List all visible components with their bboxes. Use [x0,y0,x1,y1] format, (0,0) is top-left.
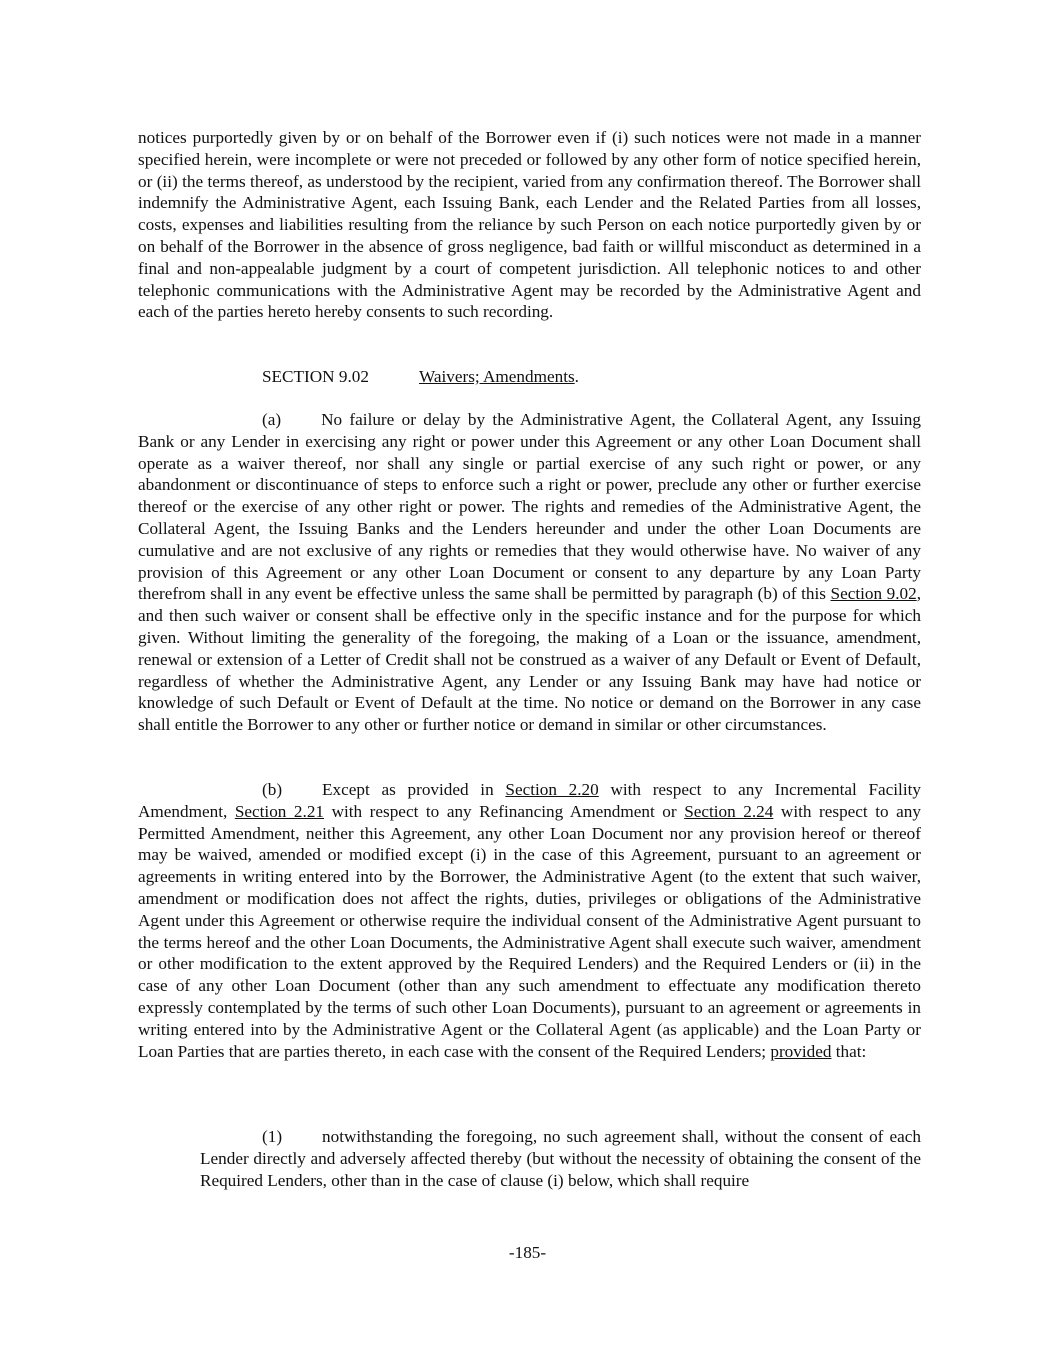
section-reference-2-24: Section 2.24 [684,801,774,821]
paragraph-1 [200,1126,921,1191]
section-title-suffix: . [574,367,579,386]
page-number: -185- [508,1243,547,1262]
section-number: SECTION 9.02 [262,367,369,386]
paragraph-a [138,409,921,736]
continuation-paragraph [138,127,921,323]
section-reference-2-21: Section 2.21 [234,801,325,821]
paragraph-b-text-1: Except as provided in [322,780,506,799]
paragraph-a-marker: (a) [262,410,282,429]
paragraph-a-text-2: , and then such waiver or consent shall be effective only in the specific instance and for the purpose for which given. Without limiting the generality of the foregoing, the making of a Loan or the issuance, amendment, renewal or extension of a Letter of Credit shall not be construed as a waiver of any Default or Event of Default, regardless of whether the Administrative Agent, any Lender or any Issuing Bank may have had notice or knowledge of such Default or Event of Default at the time. No notice or demand on the Borrower in any case shall entitle the Borrower to any other or further notice or demand in similar or other circumstances. [138,584,921,735]
section-reference-9-02: Section 9.02 [830,584,917,604]
paragraph-b-marker: (b) [262,780,283,799]
section-title: Waivers; Amendments [419,367,575,386]
paragraph-a-text-1: No failure or delay by the Administrative Agent, the Collateral Agent, any Issuing Bank or any Lender in exercising any right or power under this Agreement or any other Loan Document shall operate as a waiver thereof, nor shall any single or partial exercise of any such right or power, or any abandonment or discontinuance of steps to enforce such a right or power, preclude any other or further exercise thereof or the exercise of any other right or power. The rights and remedies of the Administrative Agent, the Collateral Agent, the Issuing Banks and the Lenders hereunder and under the other Loan Documents are cumulative and are not exclusive of any rights or remedies that they would otherwise have. No waiver of any provision of this Agreement or any other Loan Document or consent to any departure by any Loan Party therefrom shall in any event be effective unless the same shall be permitted by paragraph (b) of this [138,410,921,604]
paragraph-b-text-5: that: [831,1041,867,1061]
paragraph-b-text-2: with respect to any Incremental Facility Amendment, [138,780,921,821]
proviso-term: provided [770,1041,832,1061]
section-heading [262,366,579,388]
paragraph-b [138,779,921,1062]
paragraph-1-text: notwithstanding the foregoing, no such agreement shall, without the consent of each Lender directly and adversely affected thereby (but without the necessity of obtaining the consent of the Required Lenders, other than in the case of clause (i) below, which shall require [200,1127,921,1190]
paragraph-b-text-4: with respect to any Permitted Amendment, neither this Agreement, any other Loan Document nor any provision hereof or thereof may be waived, amended or modified except (i) in the case of this Agreement, pursuant to an agreement or agreements in writing entered into by the Borrower, the Administrative Agent (to the extent that such waiver, amendment or modification does not affect the rights, duties, privileges or obligations of the Administrative Agent under this Agreement or otherwise require the individual consent of the Administrative Agent pursuant to the terms hereof and the other Loan Documents, the Administrative Agent shall execute such waiver, amendment or other modification to the extent approved by the Required Lenders) and the Required Lenders or (ii) in the case of any other Loan Document (other than any such amendment to effectuate any modification thereto expressly contemplated by the terms of such other Loan Documents), pursuant to an agreement or agreements in writing entered into by the Administrative Agent or the Collateral Agent (as applicable) and the Loan Party or Loan Parties that are parties thereto, in each case with the consent of the Required Lenders; [138,801,921,1061]
paragraph-1-marker: (1) [262,1127,283,1146]
paragraph-b-text-3: with respect to any Refinancing Amendment or [324,801,685,821]
section-reference-2-20: Section 2.20 [505,780,599,799]
continuation-text: notices purportedly given by or on behalf of the Borrower even if (i) such notices were not made in a manner specified herein, were incomplete or were not preceded or followed by any other form of notice specified herein, or (ii) the terms thereof, as understood by the recipient, varied from any confirmation thereof. The Borrower shall indemnify the Administrative Agent, each Issuing Bank, each Lender and the Related Parties from all losses, costs, expenses and liabilities resulting from the reliance by such Person on each notice purportedly given by or on behalf of the Borrower in the absence of gross negligence, bad faith or willful misconduct as determined in a final and non-appealable judgment by a court of competent jurisdiction. All telephonic notices to and other telephonic communications with the Administrative Agent may be recorded by the Administrative Agent and each of the parties hereto hereby consents to such recording. [138,128,921,322]
